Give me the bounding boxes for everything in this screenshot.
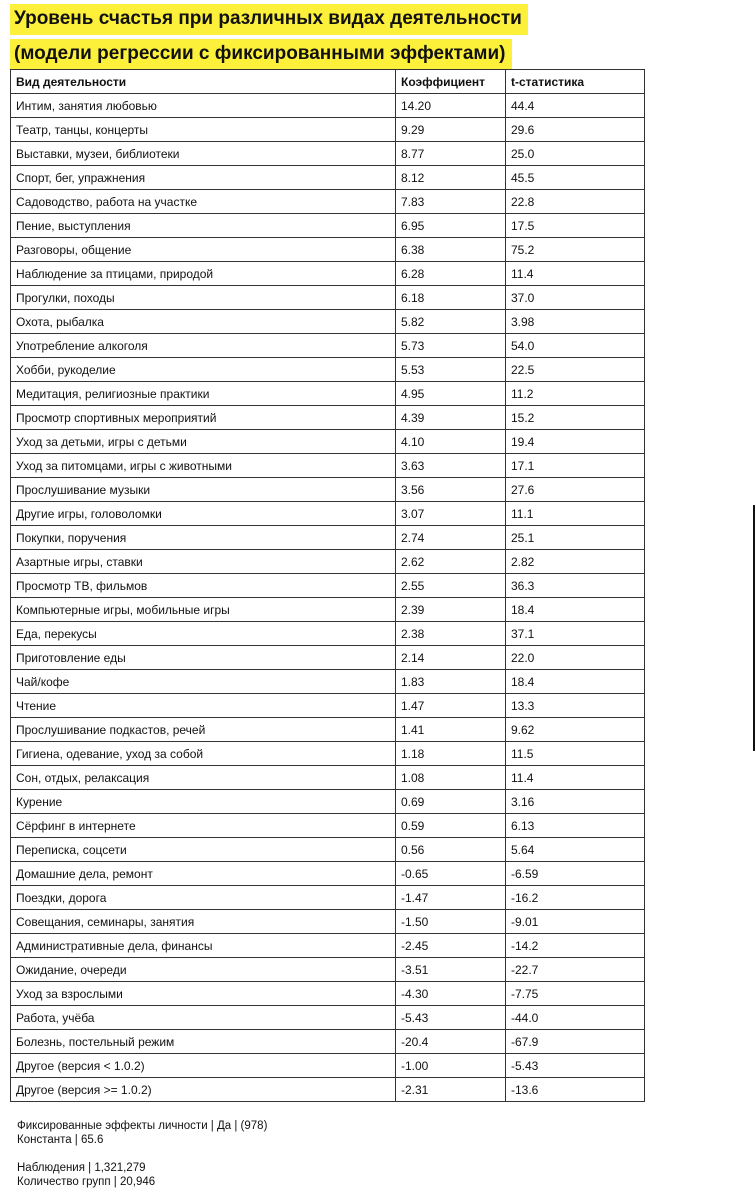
- coefficient-cell: 4.95: [396, 382, 506, 406]
- coefficient-cell: -1.50: [396, 910, 506, 934]
- t-statistic-cell: 6.13: [506, 814, 645, 838]
- table-row: [11, 790, 645, 814]
- t-statistic-cell: 44.4: [506, 94, 645, 118]
- table-row: [11, 262, 645, 286]
- activity-cell: Другие игры, головоломки: [11, 502, 396, 526]
- observations-note: Наблюдения | 1,321,279: [17, 1162, 146, 1174]
- table-row: [11, 166, 645, 190]
- t-statistic-cell: -22.7: [506, 958, 645, 982]
- t-statistic-cell: 11.2: [506, 382, 645, 406]
- coefficient-cell: -2.45: [396, 934, 506, 958]
- coefficient-cell: -1.00: [396, 1054, 506, 1078]
- coefficient-cell: -1.47: [396, 886, 506, 910]
- t-statistic-cell: -7.75: [506, 982, 645, 1006]
- activity-cell: Чай/кофе: [11, 670, 396, 694]
- table-row: [11, 190, 645, 214]
- activity-cell: Разговоры, общение: [11, 238, 396, 262]
- activity-cell: Административные дела, финансы: [11, 934, 396, 958]
- table-row: [11, 934, 645, 958]
- t-statistic-cell: -14.2: [506, 934, 645, 958]
- table-row: [11, 742, 645, 766]
- activity-cell: Сёрфинг в интернете: [11, 814, 396, 838]
- table-row: [11, 502, 645, 526]
- coefficient-cell: 0.69: [396, 790, 506, 814]
- activity-cell: Переписка, соцсети: [11, 838, 396, 862]
- table-row: [11, 766, 645, 790]
- table-row: [11, 670, 645, 694]
- table-row: [11, 1054, 645, 1078]
- coefficient-cell: 1.83: [396, 670, 506, 694]
- title-line-2: (модели регрессии с фиксированными эффектами): [10, 39, 512, 70]
- t-statistic-cell: 11.5: [506, 742, 645, 766]
- coefficient-cell: 2.38: [396, 622, 506, 646]
- activity-cell: Сон, отдых, релаксация: [11, 766, 396, 790]
- table-row: [11, 358, 645, 382]
- table-row: [11, 550, 645, 574]
- t-statistic-cell: 22.5: [506, 358, 645, 382]
- table-row: [11, 862, 645, 886]
- t-statistic-cell: 17.5: [506, 214, 645, 238]
- coefficient-cell: 1.08: [396, 766, 506, 790]
- activity-cell: Совещания, семинары, занятия: [11, 910, 396, 934]
- title-block: [10, 4, 528, 70]
- header-coefficient: Коэффициент: [396, 70, 506, 94]
- coefficient-cell: 6.38: [396, 238, 506, 262]
- coefficient-cell: -4.30: [396, 982, 506, 1006]
- table-row: [11, 694, 645, 718]
- table-body: [11, 94, 645, 1102]
- coefficient-cell: 14.20: [396, 94, 506, 118]
- coefficient-cell: 2.55: [396, 574, 506, 598]
- table-row: [11, 910, 645, 934]
- activity-cell: Компьютерные игры, мобильные игры: [11, 598, 396, 622]
- t-statistic-cell: 37.0: [506, 286, 645, 310]
- table-row: [11, 406, 645, 430]
- table-row: [11, 334, 645, 358]
- table-row: [11, 382, 645, 406]
- t-statistic-cell: 2.82: [506, 550, 645, 574]
- t-statistic-cell: 29.6: [506, 118, 645, 142]
- coefficient-cell: 3.56: [396, 478, 506, 502]
- activity-cell: Еда, перекусы: [11, 622, 396, 646]
- coefficient-cell: 5.82: [396, 310, 506, 334]
- coefficient-cell: 9.29: [396, 118, 506, 142]
- t-statistic-cell: 27.6: [506, 478, 645, 502]
- table-row: [11, 886, 645, 910]
- t-statistic-cell: 36.3: [506, 574, 645, 598]
- t-statistic-cell: 11.1: [506, 502, 645, 526]
- coefficient-cell: 7.83: [396, 190, 506, 214]
- table-header-row: [11, 70, 645, 94]
- activity-cell: Пение, выступления: [11, 214, 396, 238]
- activity-cell: Прослушивание подкастов, речей: [11, 718, 396, 742]
- table-row: [11, 574, 645, 598]
- t-statistic-cell: 22.8: [506, 190, 645, 214]
- activity-cell: Курение: [11, 790, 396, 814]
- t-statistic-cell: 45.5: [506, 166, 645, 190]
- t-statistic-cell: 19.4: [506, 430, 645, 454]
- coefficient-cell: 4.39: [396, 406, 506, 430]
- t-statistic-cell: 15.2: [506, 406, 645, 430]
- t-statistic-cell: -9.01: [506, 910, 645, 934]
- coefficient-cell: 0.59: [396, 814, 506, 838]
- table-row: [11, 526, 645, 550]
- t-statistic-cell: 5.64: [506, 838, 645, 862]
- activity-cell: Наблюдение за птицами, природой: [11, 262, 396, 286]
- coefficient-cell: -0.65: [396, 862, 506, 886]
- table-row: [11, 982, 645, 1006]
- coefficient-cell: 2.74: [396, 526, 506, 550]
- t-statistic-cell: 54.0: [506, 334, 645, 358]
- activity-cell: Гигиена, одевание, уход за собой: [11, 742, 396, 766]
- groups-note: Количество групп | 20,946: [17, 1176, 156, 1188]
- table-row: [11, 94, 645, 118]
- coefficient-cell: 3.07: [396, 502, 506, 526]
- activity-cell: Чтение: [11, 694, 396, 718]
- t-statistic-cell: 18.4: [506, 670, 645, 694]
- table-row: [11, 310, 645, 334]
- table-row: [11, 286, 645, 310]
- activity-cell: Ожидание, очереди: [11, 958, 396, 982]
- activity-cell: Болезнь, постельный режим: [11, 1030, 396, 1054]
- coefficient-cell: 3.63: [396, 454, 506, 478]
- t-statistic-cell: 3.98: [506, 310, 645, 334]
- coefficient-cell: -2.31: [396, 1078, 506, 1102]
- activity-cell: Другое (версия < 1.0.2): [11, 1054, 396, 1078]
- activity-cell: Другое (версия >= 1.0.2): [11, 1078, 396, 1102]
- activity-cell: Театр, танцы, концерты: [11, 118, 396, 142]
- coefficient-cell: -3.51: [396, 958, 506, 982]
- coefficient-cell: 1.41: [396, 718, 506, 742]
- activity-cell: Употребление алкоголя: [11, 334, 396, 358]
- activity-cell: Прослушивание музыки: [11, 478, 396, 502]
- t-statistic-cell: -16.2: [506, 886, 645, 910]
- activity-cell: Выставки, музеи, библиотеки: [11, 142, 396, 166]
- activity-cell: Поездки, дорога: [11, 886, 396, 910]
- t-statistic-cell: 75.2: [506, 238, 645, 262]
- table-row: [11, 430, 645, 454]
- t-statistic-cell: 11.4: [506, 262, 645, 286]
- table-row: [11, 838, 645, 862]
- activity-cell: Работа, учёба: [11, 1006, 396, 1030]
- activity-cell: Просмотр ТВ, фильмов: [11, 574, 396, 598]
- table-row: [11, 454, 645, 478]
- t-statistic-cell: 9.62: [506, 718, 645, 742]
- table-row: [11, 958, 645, 982]
- table-row: [11, 1078, 645, 1102]
- header-t-statistic: t-статистика: [506, 70, 645, 94]
- coefficient-cell: -5.43: [396, 1006, 506, 1030]
- table-row: [11, 478, 645, 502]
- t-statistic-cell: 17.1: [506, 454, 645, 478]
- coefficient-cell: 6.95: [396, 214, 506, 238]
- coefficient-cell: 5.73: [396, 334, 506, 358]
- coefficient-cell: 6.28: [396, 262, 506, 286]
- activity-cell: Уход за питомцами, игры с животными: [11, 454, 396, 478]
- coefficient-cell: 8.77: [396, 142, 506, 166]
- table-row: [11, 598, 645, 622]
- table-row: [11, 118, 645, 142]
- coefficient-cell: 2.62: [396, 550, 506, 574]
- coefficient-cell: 6.18: [396, 286, 506, 310]
- coefficient-cell: 8.12: [396, 166, 506, 190]
- table-row: [11, 142, 645, 166]
- activity-cell: Спорт, бег, упражнения: [11, 166, 396, 190]
- table-row: [11, 238, 645, 262]
- activity-cell: Интим, занятия любовью: [11, 94, 396, 118]
- title-line-1: Уровень счастья при различных видах деятельности: [10, 4, 528, 35]
- coefficient-cell: 0.56: [396, 838, 506, 862]
- t-statistic-cell: -67.9: [506, 1030, 645, 1054]
- activity-cell: Охота, рыбалка: [11, 310, 396, 334]
- activity-cell: Хобби, рукоделие: [11, 358, 396, 382]
- t-statistic-cell: -5.43: [506, 1054, 645, 1078]
- activity-cell: Домашние дела, ремонт: [11, 862, 396, 886]
- activity-cell: Медитация, религиозные практики: [11, 382, 396, 406]
- activity-cell: Азартные игры, ставки: [11, 550, 396, 574]
- header-activity: Вид деятельности: [11, 70, 396, 94]
- coefficient-cell: 1.47: [396, 694, 506, 718]
- t-statistic-cell: 25.0: [506, 142, 645, 166]
- t-statistic-cell: 13.3: [506, 694, 645, 718]
- coefficient-cell: 1.18: [396, 742, 506, 766]
- activity-table: [10, 69, 645, 1102]
- coefficient-cell: 4.10: [396, 430, 506, 454]
- activity-cell: Покупки, поручения: [11, 526, 396, 550]
- table-row: [11, 814, 645, 838]
- coefficient-cell: 2.14: [396, 646, 506, 670]
- table-row: [11, 646, 645, 670]
- table-row: [11, 214, 645, 238]
- activity-cell: Просмотр спортивных мероприятий: [11, 406, 396, 430]
- coefficient-cell: 2.39: [396, 598, 506, 622]
- t-statistic-cell: -13.6: [506, 1078, 645, 1102]
- activity-cell: Садоводство, работа на участке: [11, 190, 396, 214]
- coefficient-cell: 5.53: [396, 358, 506, 382]
- activity-cell: Уход за детьми, игры с детьми: [11, 430, 396, 454]
- coefficient-cell: -20.4: [396, 1030, 506, 1054]
- t-statistic-cell: 18.4: [506, 598, 645, 622]
- t-statistic-cell: 11.4: [506, 766, 645, 790]
- footer-notes: [17, 1119, 267, 1189]
- t-statistic-cell: 3.16: [506, 790, 645, 814]
- t-statistic-cell: -6.59: [506, 862, 645, 886]
- activity-cell: Прогулки, походы: [11, 286, 396, 310]
- table-row: [11, 1006, 645, 1030]
- t-statistic-cell: 25.1: [506, 526, 645, 550]
- activity-cell: Приготовление еды: [11, 646, 396, 670]
- table-row: [11, 718, 645, 742]
- t-statistic-cell: -44.0: [506, 1006, 645, 1030]
- table-row: [11, 622, 645, 646]
- fixed-effects-note: Фиксированные эффекты личности | Да | (978): [17, 1120, 268, 1132]
- t-statistic-cell: 22.0: [506, 646, 645, 670]
- constant-note: Константа | 65.6: [17, 1134, 104, 1146]
- table-row: [11, 1030, 645, 1054]
- activity-cell: Уход за взрослыми: [11, 982, 396, 1006]
- t-statistic-cell: 37.1: [506, 622, 645, 646]
